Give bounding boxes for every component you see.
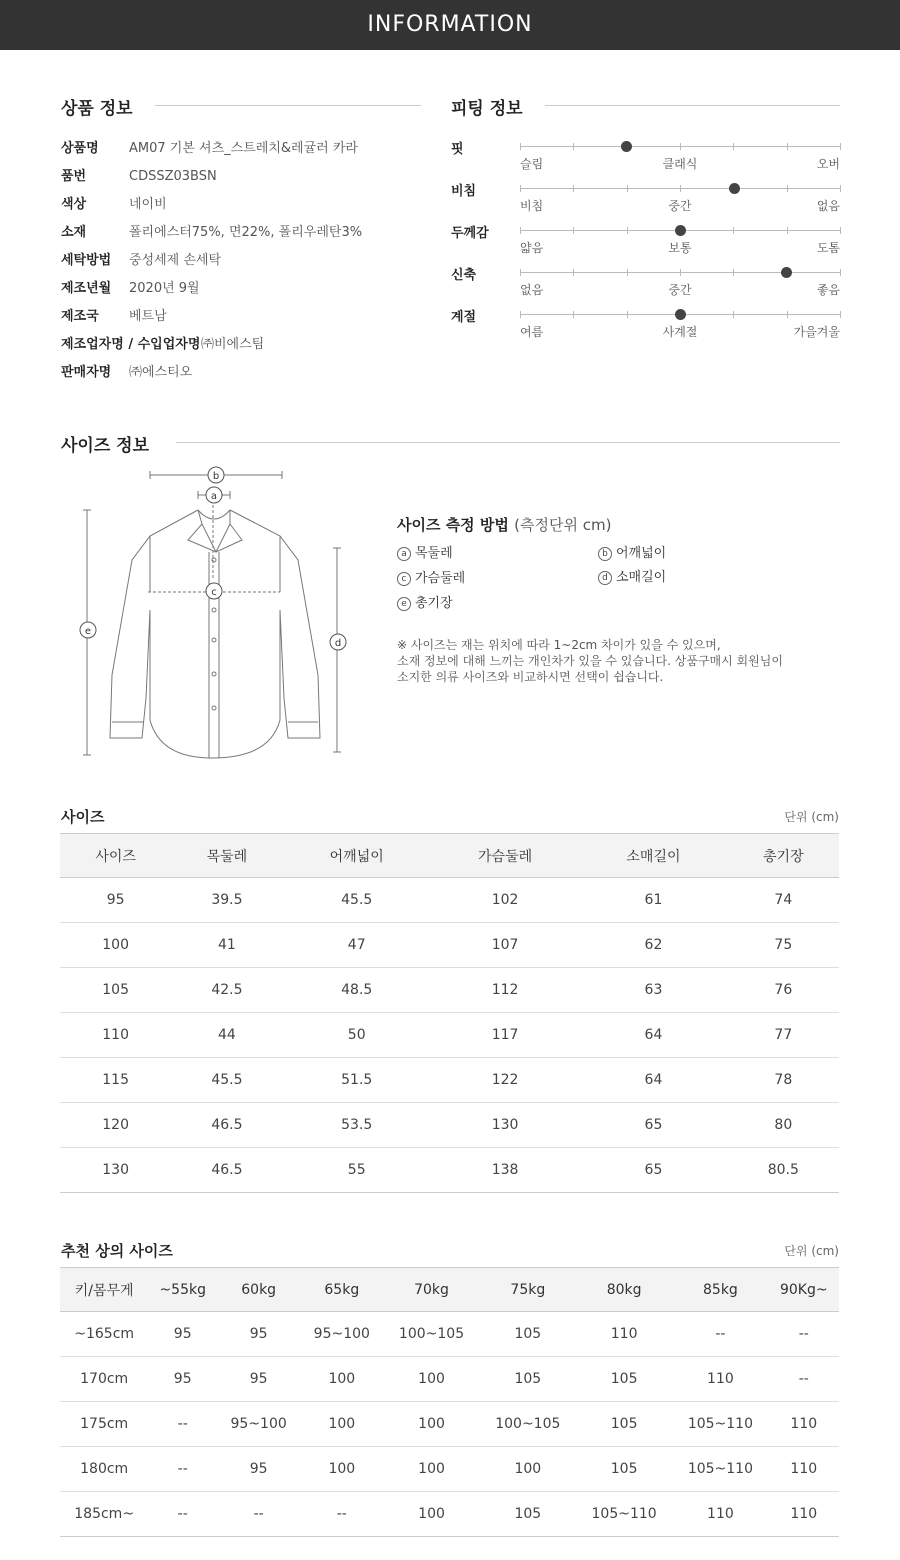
size-info-divider [176,442,840,443]
recommend-table-row [60,1402,839,1447]
size-table-cell: 45.5 [171,1058,282,1103]
diagram-marker-e: e [84,626,92,637]
fitting-scale-tick [840,143,841,150]
recommend-table-cell: -- [769,1312,839,1357]
fitting-option-label: 도톰 [816,241,840,255]
recommend-table-header-cell: 키/몸무게 [60,1268,148,1312]
product-info-label: 판매자명 [61,365,112,380]
size-table-cell: 44 [171,1013,282,1058]
product-info-value: 중성세제 손세탁 [129,253,222,268]
size-table-cell: 95 [60,878,171,923]
recommend-table-row [60,1357,839,1402]
size-table-cell: 51.5 [283,1058,431,1103]
recommend-table-header-cell: 80kg [576,1268,672,1312]
recommend-table-cell: 100 [300,1447,383,1492]
fitting-scale-tick [627,227,628,234]
size-table-row [60,923,839,968]
size-table-cell: 130 [60,1148,171,1193]
size-table-title: 사이즈 [61,808,105,826]
recommend-table-cell: 105~110 [576,1492,672,1537]
fitting-scale-tick [840,311,841,318]
product-info-divider [155,105,421,106]
recommend-table-cell: 180cm [60,1447,148,1492]
product-info-value: 2020년 9월 [129,281,200,296]
recommend-table-cell: 105 [576,1402,672,1447]
size-table-cell: 53.5 [283,1103,431,1148]
recommend-table-cell: 95 [217,1312,300,1357]
recommend-table-cell: 100~105 [383,1312,479,1357]
recommend-table-cell: -- [672,1312,768,1357]
product-info-value: ㈜비에스팀 [201,337,265,352]
size-table-header-cell: 소매길이 [579,834,727,878]
measure-name-a: 목둘레 [415,546,453,561]
recommend-table-cell: 175cm [60,1402,148,1447]
fitting-scale-tick [733,227,734,234]
fitting-scale-tick [573,185,574,192]
fitting-scale-tick [573,143,574,150]
recommend-table-header-cell: 75kg [480,1268,576,1312]
recommend-table-cell: 110 [672,1357,768,1402]
size-table-cell: 65 [579,1148,727,1193]
product-info-value: 베트남 [129,309,167,324]
fitting-scale-tick [787,311,788,318]
fitting-label: 신축 [451,268,477,283]
marker-c-icon: c [397,572,411,586]
fitting-scale-track [520,188,840,189]
fitting-scale-track [520,272,840,273]
product-info-row [61,223,362,243]
size-table-cell: 64 [579,1013,727,1058]
size-table-cell: 117 [431,1013,579,1058]
recommend-table-cell: 105~110 [672,1447,768,1492]
recommend-table [60,1267,839,1537]
fitting-scale-tick [787,143,788,150]
size-table-header-cell: 어깨넓이 [283,834,431,878]
size-table-header-cell: 사이즈 [60,834,171,878]
fitting-level-dot [781,267,792,278]
product-info-value: AM07 기본 셔츠_스트레치&레귤러 카라 [129,141,358,156]
size-table-row [60,878,839,923]
measure-name-b: 어깨넓이 [616,546,667,561]
fitting-option-label: 클래식 [662,157,698,171]
size-table-header-cell: 목둘레 [171,834,282,878]
fitting-scale-track [520,230,840,231]
recommend-table-cell: -- [148,1447,217,1492]
fitting-scale-track [520,314,840,315]
recommend-table-header-cell: 85kg [672,1268,768,1312]
product-info-value: 폴리에스터75%, 면22%, 폴리우레탄3% [129,225,363,240]
size-table-header [60,834,839,878]
fitting-label: 계절 [451,310,477,325]
fitting-option-label: 비침 [520,199,544,213]
size-table-cell: 138 [431,1148,579,1193]
recommend-table-header-cell: 90Kg~ [769,1268,839,1312]
recommend-table-cell: 110 [672,1492,768,1537]
size-table-header-cell: 총기장 [728,834,839,878]
fitting-level-dot [621,141,632,152]
size-table-cell: 77 [728,1013,839,1058]
size-table-cell: 64 [579,1058,727,1103]
diagram-marker-d: d [334,638,342,649]
fitting-label: 핏 [451,142,464,157]
fitting-level-dot [675,309,686,320]
size-table-cell: 63 [579,968,727,1013]
recommend-table-cell: 100~105 [480,1402,576,1447]
product-info-label: 제조업자명 / 수입업자명 [61,337,201,352]
recommend-table-cell: 100 [383,1447,479,1492]
size-table-cell: 65 [579,1103,727,1148]
recommend-table-header [60,1268,839,1312]
fitting-scale-tick [733,311,734,318]
size-table-cell: 112 [431,968,579,1013]
diagram-marker-a: a [210,491,218,502]
recommend-table-cell: 95~100 [217,1402,300,1447]
size-table-cell: 105 [60,968,171,1013]
size-table-row [60,1103,839,1148]
recommend-table-cell: 95 [217,1447,300,1492]
product-info-row [61,279,200,299]
measure-name-e: 총기장 [415,596,453,611]
fitting-label: 비침 [451,184,477,199]
size-table-cell: 74 [728,878,839,923]
size-table-cell: 41 [171,923,282,968]
fitting-scale-tick [680,185,681,192]
size-table [60,833,839,1193]
diagram-marker-b: b [212,471,220,482]
size-table-row [60,1013,839,1058]
banner-title: INFORMATION [367,12,533,37]
product-info-label: 상품명 [61,141,99,156]
product-info-label: 제조년월 [61,281,112,296]
size-table-cell: 80 [728,1103,839,1148]
size-table-cell: 100 [60,923,171,968]
recommend-table-cell: 105 [480,1357,576,1402]
recommend-table-header-cell: 60kg [217,1268,300,1312]
recommend-table-cell: 100 [300,1357,383,1402]
size-table-cell: 122 [431,1058,579,1103]
size-table-cell: 107 [431,923,579,968]
recommend-table-row [60,1492,839,1537]
fitting-info-divider [545,105,840,106]
measure-name-c: 가슴둘레 [415,571,466,586]
fitting-option-label: 사계절 [662,325,698,339]
fitting-scale-tick [787,227,788,234]
fitting-info-title: 피팅 정보 [451,99,523,119]
recommend-table-cell: 105 [576,1357,672,1402]
fitting-option-label: 중간 [668,283,692,297]
recommend-table-header-cell: 70kg [383,1268,479,1312]
product-info-row [61,251,221,271]
measure-item-a [397,542,453,561]
fitting-scale-tick [840,269,841,276]
size-table-row [60,968,839,1013]
fitting-scale-tick [840,185,841,192]
fitting-level-dot [675,225,686,236]
size-table-cell: 130 [431,1103,579,1148]
fitting-scale-tick [520,185,521,192]
recommend-table-cell: 95 [148,1357,217,1402]
recommend-table-cell: 105~110 [672,1402,768,1447]
measure-note-line-2: 소재 정보에 대해 느끼는 개인차가 있을 수 있습니다. 상품구매시 회원님이 [397,654,783,668]
recommend-table-cell: 110 [769,1402,839,1447]
recommend-table-cell: 100 [480,1447,576,1492]
product-info-value: 네이비 [129,197,167,212]
size-table-cell: 76 [728,968,839,1013]
size-table-cell: 46.5 [171,1103,282,1148]
fitting-scale-track [520,146,840,147]
product-info-value: ㈜에스티오 [129,365,193,380]
fitting-scale-tick [627,185,628,192]
measure-unit: (측정단위 cm) [514,516,612,534]
fitting-scale-tick [627,269,628,276]
fitting-scale-tick [680,143,681,150]
size-table-cell: 48.5 [283,968,431,1013]
size-table-cell: 80.5 [728,1148,839,1193]
product-info-title: 상품 정보 [61,99,133,119]
recommend-table-cell: 110 [576,1312,672,1357]
product-info-row [61,307,167,327]
marker-d-icon: d [598,571,612,585]
recommend-table-cell: 185cm~ [60,1492,148,1537]
size-table-cell: 45.5 [283,878,431,923]
size-table-cell: 42.5 [171,968,282,1013]
fitting-option-label: 없음 [816,199,840,213]
product-info-label: 품번 [61,169,87,184]
measure-note-line-3: 소지한 의류 사이즈와 비교하시면 선택이 쉽습니다. [397,670,664,684]
size-table-cell: 75 [728,923,839,968]
size-table-cell: 55 [283,1148,431,1193]
size-table-cell: 62 [579,923,727,968]
product-info-label: 소재 [61,225,87,240]
recommend-table-cell: 170cm [60,1357,148,1402]
size-table-row [60,1148,839,1193]
size-table-unit: 단위 (cm) [784,810,839,824]
fitting-option-label: 좋음 [816,283,840,297]
size-table-cell: 61 [579,878,727,923]
recommend-table-cell: 100 [383,1402,479,1447]
product-info-row [61,139,358,159]
fitting-scale-tick [520,269,521,276]
size-table-cell: 39.5 [171,878,282,923]
measure-method-label: 사이즈 측정 방법 [397,516,509,534]
product-info-label: 색상 [61,197,87,212]
recommend-table-header-cell: ~55kg [148,1268,217,1312]
measure-note-line-1: ※ 사이즈는 재는 위치에 따라 1~2cm 차이가 있을 수 있으며, [397,638,721,652]
size-table-cell: 78 [728,1058,839,1103]
measure-item-c [397,567,465,586]
size-table-cell: 115 [60,1058,171,1103]
measure-item-b [598,542,666,561]
product-info-value: CDSSZ03BSN [129,169,217,184]
size-table-cell: 120 [60,1103,171,1148]
fitting-scale-tick [680,269,681,276]
measure-name-d: 소매길이 [616,570,667,585]
fitting-label: 두께감 [451,226,489,241]
fitting-scale-tick [627,311,628,318]
size-table-cell: 50 [283,1013,431,1058]
product-info-label: 세탁방법 [61,253,112,268]
fitting-option-label: 중간 [668,199,692,213]
recommend-table-cell: 105 [480,1312,576,1357]
fitting-scale-tick [520,143,521,150]
fitting-scale-tick [573,227,574,234]
recommend-table-cell: ~165cm [60,1312,148,1357]
recommend-table-cell: 95 [148,1312,217,1357]
marker-b-icon: b [598,547,612,561]
measure-item-e [397,592,453,611]
recommend-table-title: 추천 상의 사이즈 [61,1242,173,1260]
size-table-cell: 47 [283,923,431,968]
fitting-scale-tick [520,227,521,234]
fitting-scale-tick [840,227,841,234]
recommend-table-cell: -- [769,1357,839,1402]
recommend-table-unit: 단위 (cm) [784,1244,839,1258]
fitting-scale-tick [733,143,734,150]
fitting-option-label: 가을겨울 [793,325,840,339]
recommend-table-cell: 100 [383,1492,479,1537]
diagram-marker-c: c [211,587,217,598]
recommend-table-cell: -- [148,1492,217,1537]
recommend-table-cell: -- [148,1402,217,1447]
product-info-row [61,363,192,383]
fitting-scale-tick [733,269,734,276]
recommend-table-row [60,1312,839,1357]
size-table-cell: 110 [60,1013,171,1058]
shirt-diagram [70,460,370,765]
recommend-table-cell: -- [217,1492,300,1537]
size-table-cell: 46.5 [171,1148,282,1193]
recommend-table-header-cell: 65kg [300,1268,383,1312]
recommend-table-cell: 100 [383,1357,479,1402]
product-info-row [61,195,167,215]
fitting-scale-tick [573,311,574,318]
recommend-table-cell: 105 [480,1492,576,1537]
size-table-row [60,1058,839,1103]
fitting-option-label: 보통 [668,241,692,255]
recommend-table-row [60,1447,839,1492]
fitting-scale-tick [573,269,574,276]
recommend-table-cell: 110 [769,1447,839,1492]
marker-a-icon: a [397,547,411,561]
measure-method-title [397,514,611,535]
fitting-option-label: 없음 [520,283,544,297]
fitting-scale-tick [520,311,521,318]
fitting-scale-tick [787,185,788,192]
fitting-option-label: 오버 [816,157,840,171]
recommend-table-cell: 95~100 [300,1312,383,1357]
size-info-title: 사이즈 정보 [61,436,150,456]
marker-e-icon: e [397,597,411,611]
information-banner [0,0,900,50]
recommend-table-cell: 100 [300,1402,383,1447]
product-info-row [61,167,217,187]
fitting-level-dot [729,183,740,194]
size-table-header-cell: 가슴둘레 [431,834,579,878]
measure-item-d [598,566,666,585]
recommend-table-cell: 95 [217,1357,300,1402]
product-info-row [61,335,264,355]
recommend-table-cell: 105 [576,1447,672,1492]
fitting-option-label: 여름 [520,325,544,339]
fitting-option-label: 슬림 [520,157,544,171]
recommend-table-cell: -- [300,1492,383,1537]
recommend-table-cell: 110 [769,1492,839,1537]
size-table-cell: 102 [431,878,579,923]
product-info-label: 제조국 [61,309,99,324]
fitting-option-label: 얇음 [520,241,544,255]
